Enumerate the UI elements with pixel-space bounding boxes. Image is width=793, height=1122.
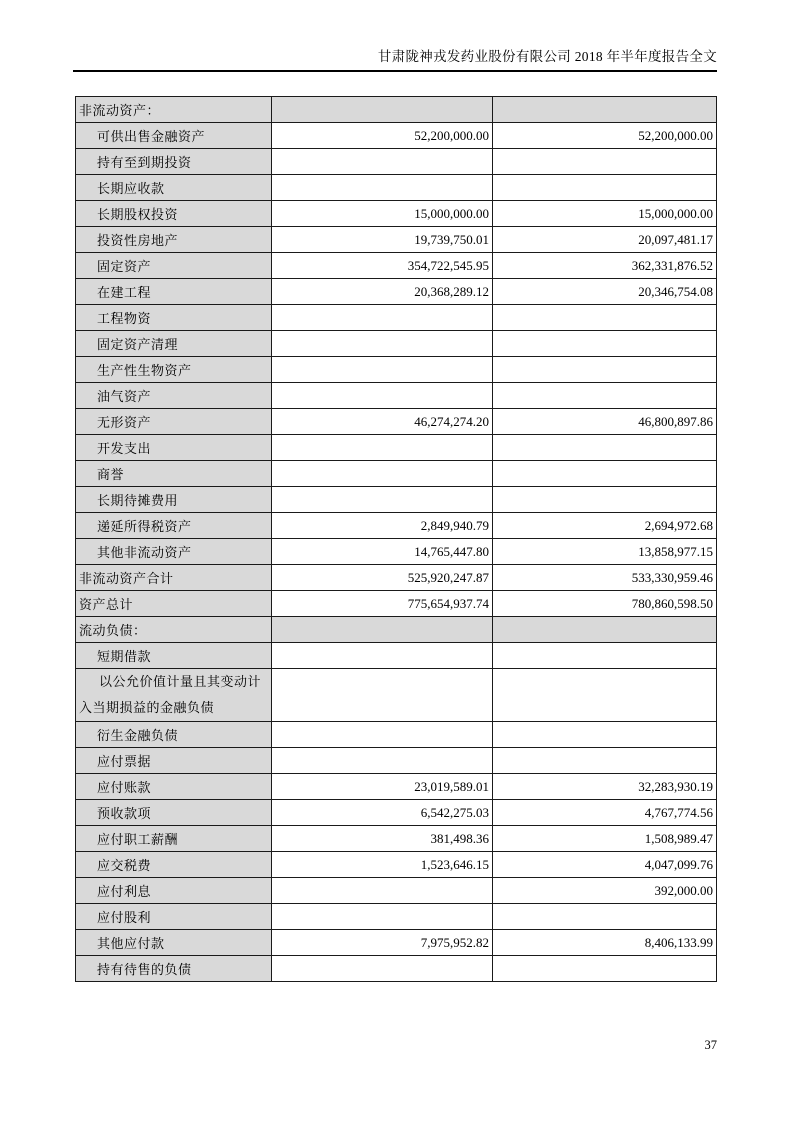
row-value-1: 7,975,952.82: [272, 930, 493, 956]
row-value-1: [272, 149, 493, 175]
row-label: 应交税费: [76, 852, 272, 878]
row-label: 油气资产: [76, 383, 272, 409]
table-row: [76, 97, 717, 123]
row-value-2: [493, 669, 717, 722]
row-label: 可供出售金融资产: [76, 123, 272, 149]
table-row: [76, 331, 717, 357]
table-row: [76, 774, 717, 800]
row-value-1: [272, 643, 493, 669]
row-value-2: 780,860,598.50: [493, 591, 717, 617]
row-value-1: 19,739,750.01: [272, 227, 493, 253]
table-row: [76, 253, 717, 279]
row-label: 长期待摊费用: [76, 487, 272, 513]
row-value-2: [493, 722, 717, 748]
row-value-2: [493, 435, 717, 461]
row-label: 固定资产清理: [76, 331, 272, 357]
table-row: [76, 279, 717, 305]
table-row: [76, 800, 717, 826]
row-label: 长期股权投资: [76, 201, 272, 227]
row-label: 持有至到期投资: [76, 149, 272, 175]
row-label: 在建工程: [76, 279, 272, 305]
row-label: 预收款项: [76, 800, 272, 826]
row-label: 应付利息: [76, 878, 272, 904]
row-label: 非流动资产：: [76, 97, 272, 123]
row-label: 工程物资: [76, 305, 272, 331]
row-value-1: [272, 722, 493, 748]
table-row: [76, 930, 717, 956]
row-value-1: 6,542,275.03: [272, 800, 493, 826]
table-row: [76, 643, 717, 669]
row-label: 长期应收款: [76, 175, 272, 201]
table-row: [76, 722, 717, 748]
row-value-1: 525,920,247.87: [272, 565, 493, 591]
row-value-1: [272, 904, 493, 930]
table-row: [76, 826, 717, 852]
row-value-2: 15,000,000.00: [493, 201, 717, 227]
row-label: 持有待售的负债: [76, 956, 272, 982]
row-value-2: [493, 904, 717, 930]
table-row: [76, 435, 717, 461]
table-row: [76, 617, 717, 643]
row-label: 投资性房地产: [76, 227, 272, 253]
table-row: [76, 748, 717, 774]
row-label: 应付股利: [76, 904, 272, 930]
row-value-1: [272, 175, 493, 201]
row-value-1: [272, 461, 493, 487]
row-label: 生产性生物资产: [76, 357, 272, 383]
row-value-1: 775,654,937.74: [272, 591, 493, 617]
row-label: 开发支出: [76, 435, 272, 461]
table-row: [76, 201, 717, 227]
row-value-1: [272, 669, 493, 722]
table-row: [76, 123, 717, 149]
row-value-2: 533,330,959.46: [493, 565, 717, 591]
row-label: 以公允价值计量且其变动计入当期损益的金融负债: [76, 669, 272, 722]
table-row: [76, 149, 717, 175]
row-value-2: [493, 383, 717, 409]
row-label: 资产总计: [76, 591, 272, 617]
table-row: [76, 175, 717, 201]
balance-sheet-body: [76, 97, 717, 982]
row-value-2: [493, 617, 717, 643]
row-value-2: 2,694,972.68: [493, 513, 717, 539]
row-value-1: 2,849,940.79: [272, 513, 493, 539]
header-title: 甘肃陇神戎发药业股份有限公司 2018 年半年度报告全文: [377, 49, 717, 64]
row-value-2: 32,283,930.19: [493, 774, 717, 800]
row-value-1: [272, 305, 493, 331]
row-value-1: 15,000,000.00: [272, 201, 493, 227]
row-label: 应付账款: [76, 774, 272, 800]
row-value-1: 354,722,545.95: [272, 253, 493, 279]
row-value-2: 52,200,000.00: [493, 123, 717, 149]
row-label: 短期借款: [76, 643, 272, 669]
table-row: [76, 852, 717, 878]
row-value-1: 14,765,447.80: [272, 539, 493, 565]
row-value-1: [272, 617, 493, 643]
row-value-2: 4,047,099.76: [493, 852, 717, 878]
table-row: [76, 383, 717, 409]
row-value-2: [493, 305, 717, 331]
row-value-2: 20,097,481.17: [493, 227, 717, 253]
table-row: [76, 227, 717, 253]
row-label: 非流动资产合计: [76, 565, 272, 591]
row-value-2: 392,000.00: [493, 878, 717, 904]
page-number: 37: [704, 1038, 717, 1052]
row-value-1: 20,368,289.12: [272, 279, 493, 305]
row-value-1: 1,523,646.15: [272, 852, 493, 878]
row-value-2: 362,331,876.52: [493, 253, 717, 279]
table-row: [76, 956, 717, 982]
row-label: 递延所得税资产: [76, 513, 272, 539]
row-value-1: [272, 487, 493, 513]
row-value-1: 23,019,589.01: [272, 774, 493, 800]
row-value-2: 8,406,133.99: [493, 930, 717, 956]
page-header: [73, 0, 717, 72]
row-value-2: 20,346,754.08: [493, 279, 717, 305]
table-row: [76, 565, 717, 591]
row-label: 衍生金融负债: [76, 722, 272, 748]
table-row: [76, 513, 717, 539]
row-value-1: [272, 748, 493, 774]
row-value-2: [493, 357, 717, 383]
row-value-1: 52,200,000.00: [272, 123, 493, 149]
row-value-1: [272, 357, 493, 383]
row-label: 其他非流动资产: [76, 539, 272, 565]
row-label: 固定资产: [76, 253, 272, 279]
row-value-1: 381,498.36: [272, 826, 493, 852]
table-row: [76, 539, 717, 565]
row-value-2: [493, 175, 717, 201]
table-row: [76, 591, 717, 617]
row-value-2: 1,508,989.47: [493, 826, 717, 852]
table-row: [76, 461, 717, 487]
row-label: 流动负债：: [76, 617, 272, 643]
row-label: 应付票据: [76, 748, 272, 774]
row-value-1: [272, 97, 493, 123]
table-row: [76, 409, 717, 435]
row-value-2: [493, 149, 717, 175]
table-row: [76, 904, 717, 930]
row-value-2: [493, 956, 717, 982]
row-value-2: [493, 748, 717, 774]
row-value-1: [272, 383, 493, 409]
page-footer: [73, 1038, 717, 1053]
row-value-2: [493, 331, 717, 357]
row-value-1: 46,274,274.20: [272, 409, 493, 435]
row-value-2: 13,858,977.15: [493, 539, 717, 565]
row-label: 无形资产: [76, 409, 272, 435]
table-row: [76, 669, 717, 722]
row-label: 应付职工薪酬: [76, 826, 272, 852]
table-row: [76, 487, 717, 513]
row-value-1: [272, 435, 493, 461]
balance-sheet-table: [75, 96, 717, 982]
table-row: [76, 357, 717, 383]
row-value-1: [272, 878, 493, 904]
table-row: [76, 878, 717, 904]
row-label: 商誉: [76, 461, 272, 487]
row-value-2: [493, 97, 717, 123]
row-value-2: 4,767,774.56: [493, 800, 717, 826]
row-value-1: [272, 956, 493, 982]
row-value-2: [493, 643, 717, 669]
row-label: 其他应付款: [76, 930, 272, 956]
row-value-2: [493, 487, 717, 513]
table-row: [76, 305, 717, 331]
row-value-1: [272, 331, 493, 357]
row-value-2: 46,800,897.86: [493, 409, 717, 435]
row-value-2: [493, 461, 717, 487]
